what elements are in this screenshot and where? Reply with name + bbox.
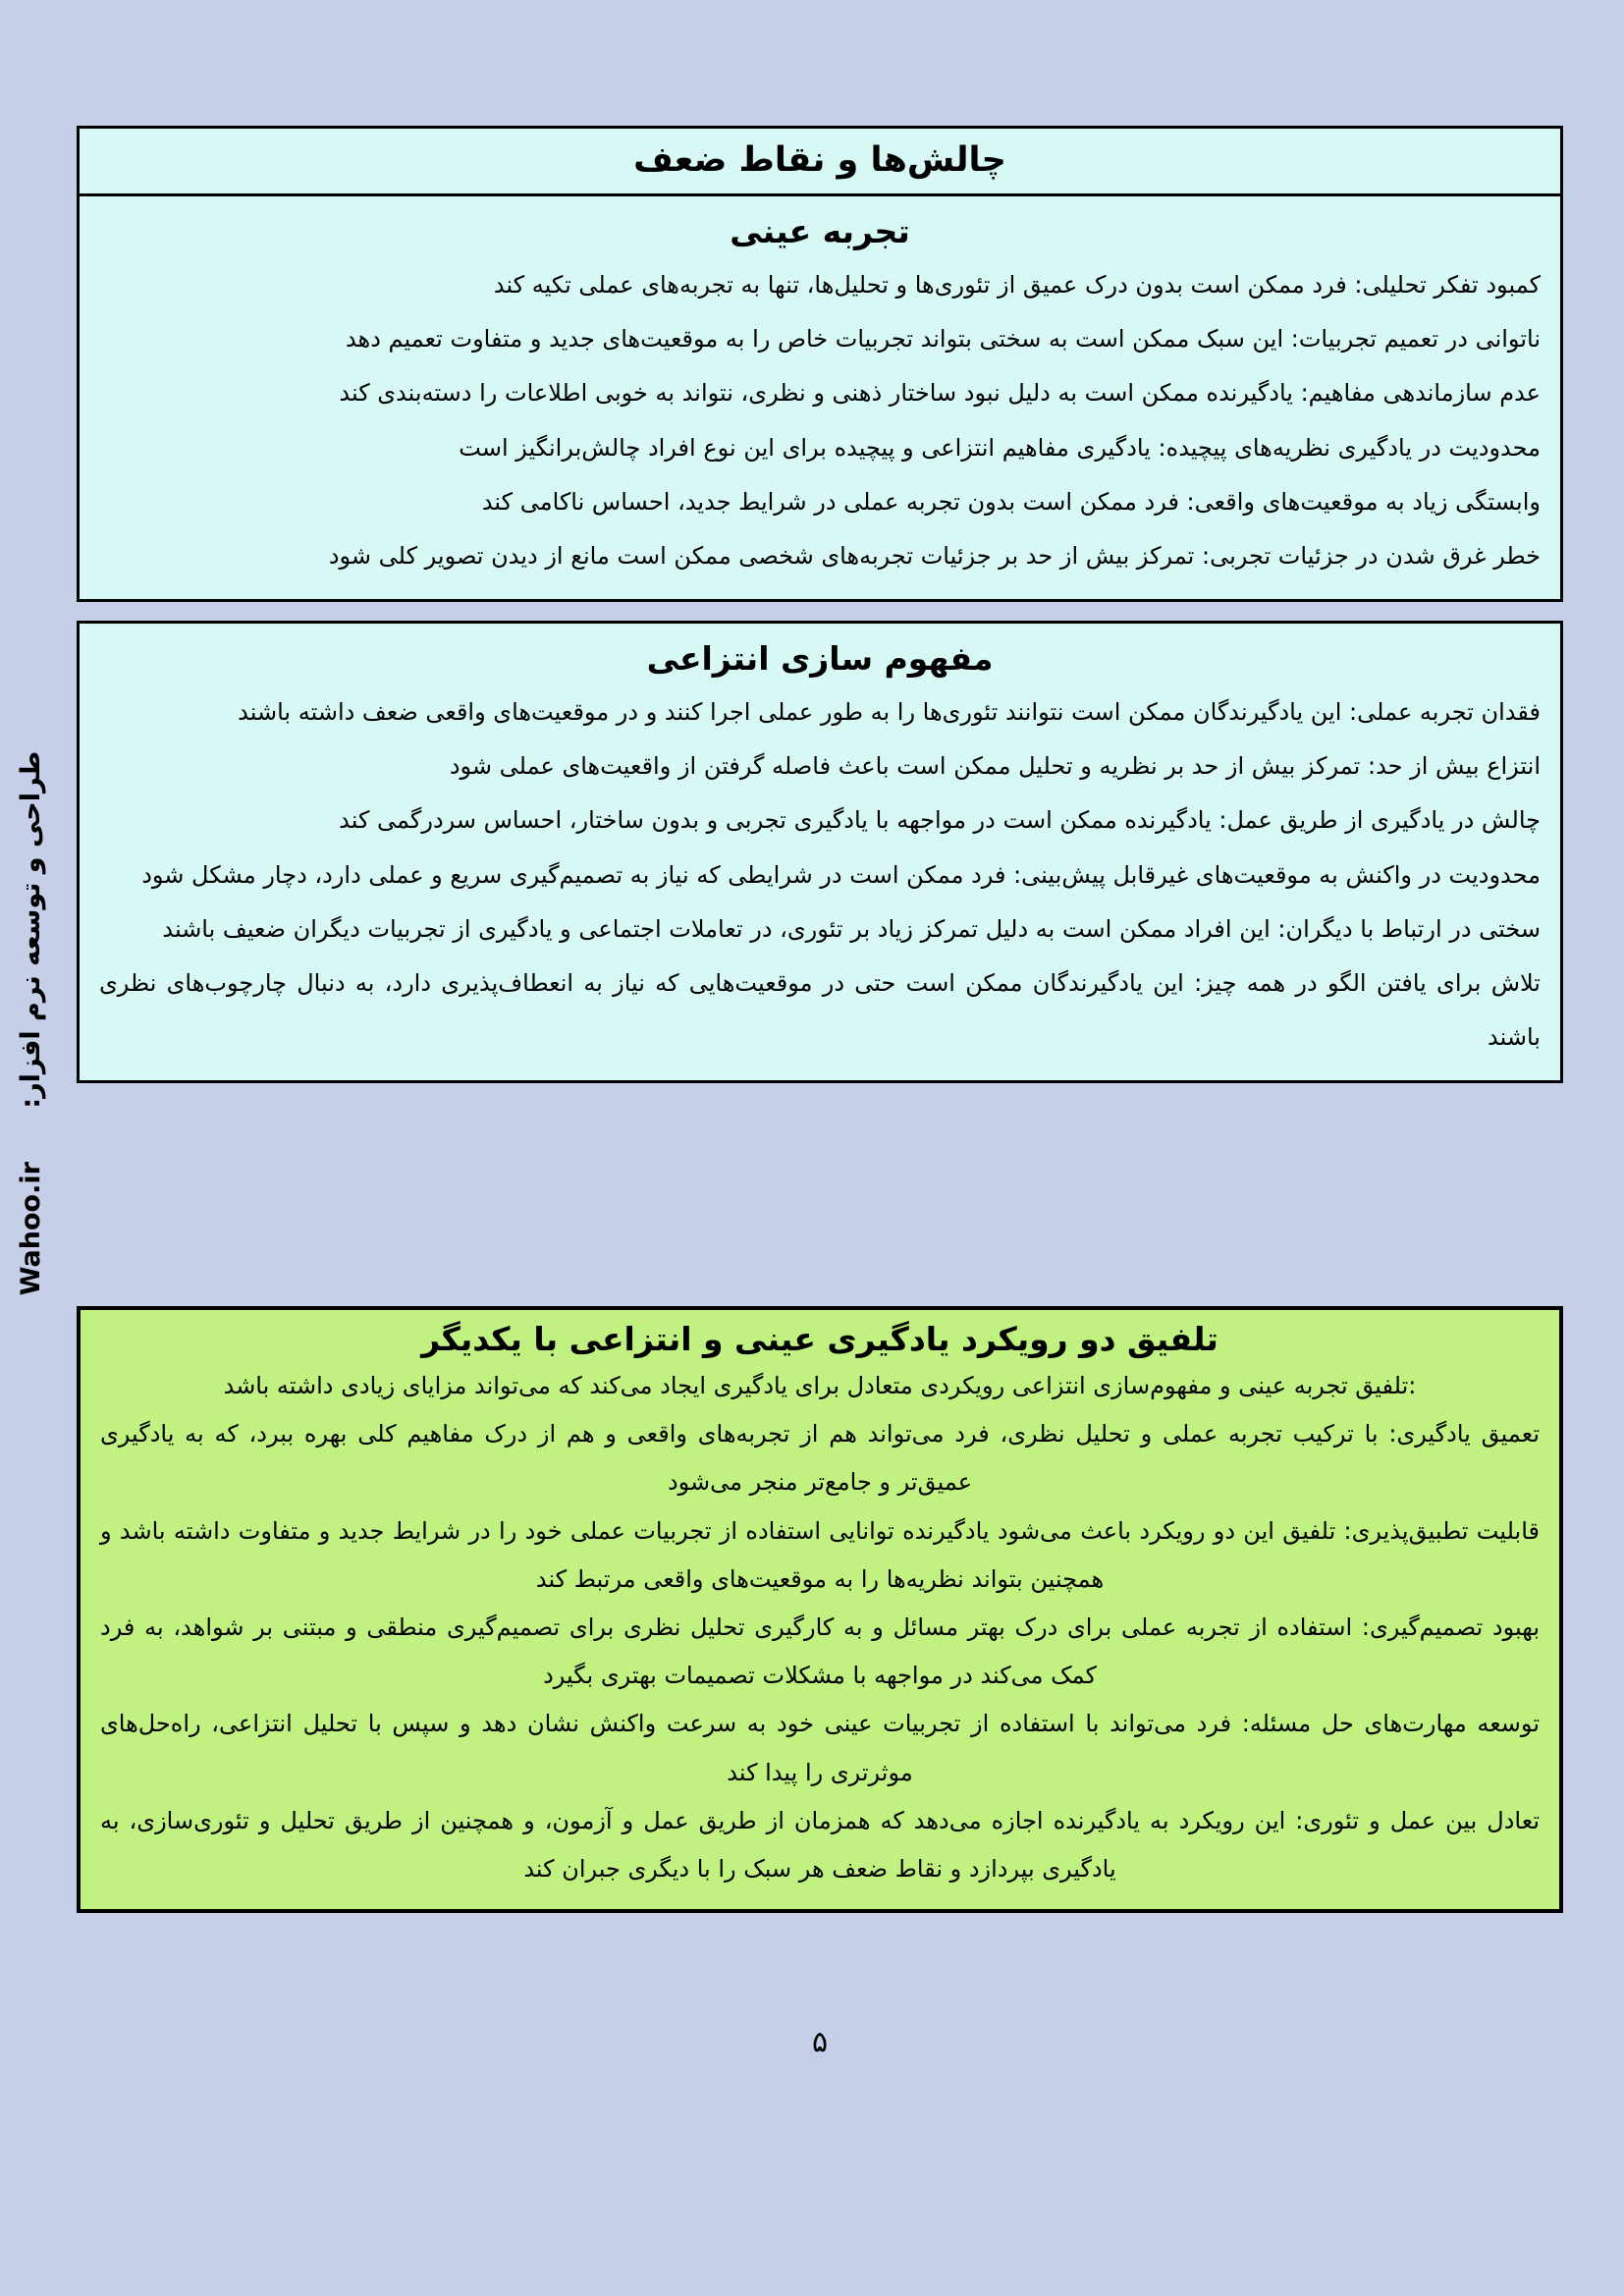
concrete-experience-title: تجربه عینی [730, 212, 910, 250]
challenge-item: خطر غرق شدن در جزئیات تجربی: تمرکز بیش از حد بر جزئیات تجربه‌های شخصی ممکن است مانع از دیدن تصویر کلی شود [328, 541, 1541, 570]
benefit-item: تعادل بین عمل و تئوری: این رویکرد به یادگیرنده اجازه می‌دهد که همزمان از طریق عمل و آزمون، و همچنین از طریق تحلیل و تئوری‌سازی، به یادگیری بپردازد و نقاط ضعف هر سبک را با دیگری جبران کند [100, 1806, 1540, 1883]
challenge-item: تلاش برای یافتن الگو در همه چیز: این یادگیرندگان ممکن است حتی در موقعیت‌هایی که نیاز به انعطاف‌پذیری دارد، به دنبال چارچوب‌های نظری باشند [99, 968, 1541, 1052]
challenge-item: کمبود تفکر تحلیلی: فرد ممکن است بدون درک عمیق از تئوری‌ها و تحلیل‌ها، تنها به تجربه‌های عملی تکیه کند [493, 271, 1541, 299]
sidebar-brand: Wahoo.ir [16, 1162, 46, 1296]
section-abstract-body [80, 624, 1560, 1080]
benefit-item: بهبود تصمیم‌گیری: استفاده از تجربه عملی برای درک بهتر مسائل و به کارگیری تحلیل نظری برای تصمیم‌گیری منطقی و مبتنی بر شواهد، به فرد کمک می‌کند در مواجهه با مشکلات تصمیمات بهتری بگیرد [100, 1613, 1540, 1690]
combined-intro: :تلفیق تجربه عینی و مفهوم‌سازی انتزاعی رویکردی متعادل برای یادگیری ایجاد می‌کند که می‌تواند مزایای زیادی داشته باشد [223, 1372, 1417, 1399]
section-combined-approach [77, 1306, 1563, 1913]
sidebar-credit-label: طراحی و توسعه نرم افزار: [16, 750, 46, 1109]
sidebar-credit [16, 699, 55, 1347]
page-number: ۵ [811, 2025, 829, 2059]
challenge-item: محدودیت در یادگیری نظریه‌های پیچیده: یادگیری مفاهیم انتزاعی و پیچیده برای این نوع افراد چالش‌برانگیز است [459, 433, 1541, 462]
challenge-item: ناتوانی در تعمیم تجربیات: این سبک ممکن است به سختی بتواند تجربیات خاص را به موقعیت‌های جدید و متفاوت تعمیم دهد [345, 325, 1541, 354]
benefit-item: توسعه مهارت‌های حل مسئله: فرد می‌تواند با استفاده از تجربیات عینی خود به سرعت واکنش نشان دهد و سپس با تحلیل انتزاعی، راه‌حل‌های موثرتری را پیدا کند [100, 1710, 1540, 1786]
challenge-item: محدودیت در واکنش به موقعیت‌های غیرقابل پیش‌بینی: فرد ممکن است در شرایطی که نیاز به تصمیم‌گیری سریع و عملی دارد، دچار مشکل شود [141, 860, 1541, 889]
challenge-item: فقدان تجربه عملی: این یادگیرندگان ممکن است نتوانند تئوری‌ها را به طور عملی اجرا کنند و در موقعیت‌های واقعی ضعف داشته باشند [238, 698, 1541, 726]
section-challenges-weaknesses [77, 126, 1563, 602]
challenge-item: انتزاع بیش از حد: تمرکز بیش از حد بر نظریه و تحلیل ممکن است باعث فاصله گرفتن از واقعیت‌های عملی شود [449, 752, 1541, 781]
abstract-conceptualization-title: مفهوم سازی انتزاعی [646, 639, 994, 678]
section-challenges-header: چالش‌ها و نقاط ضعف [80, 129, 1560, 196]
section-combined-body [81, 1310, 1559, 1909]
challenge-item: عدم سازماندهی مفاهیم: یادگیرنده ممکن است به دلیل نبود ساختار ذهنی و نظری، نتواند به خوبی اطلاعات را دسته‌بندی کند [339, 379, 1541, 408]
challenge-item: وابستگی زیاد به موقعیت‌های واقعی: فرد ممکن است بدون تجربه عملی در شرایط جدید، احساس ناکامی کند [481, 487, 1541, 516]
benefit-item: تعمیق یادگیری: با ترکیب تجربه عملی و تحلیل نظری، فرد می‌تواند هم از تجربه‌های واقعی و هم از درک مفاهیم کلی بهره ببرد، که به یادگیری عمیق‌تر و جامع‌تر منجر می‌شود [100, 1420, 1540, 1497]
combined-approach-title: تلفیق دو رویکرد یادگیری عینی و انتزاعی با یکدیگر [421, 1320, 1218, 1358]
section-abstract-conceptualization [77, 621, 1563, 1083]
challenge-item: چالش در یادگیری از طریق عمل: یادگیرنده ممکن است در مواجهه با یادگیری تجربی و بدون ساختار، احساس سردرگمی کند [339, 806, 1541, 835]
challenge-item: سختی در ارتباط با دیگران: این افراد ممکن است به دلیل تمرکز زیاد بر تئوری، در تعاملات اجتماعی و یادگیری از تجربیات دیگران ضعیف باشند [162, 914, 1541, 943]
benefit-item: قابلیت تطبیق‌پذیری: تلفیق این دو رویکرد باعث می‌شود یادگیرنده توانایی استفاده از تجربیات عملی خود را در شرایط جدید و متفاوت داشته باشد و همچنین بتواند نظریه‌ها را به موقعیت‌های واقعی مرتبط کند [100, 1516, 1540, 1593]
section-concrete-experience-body [80, 196, 1560, 599]
